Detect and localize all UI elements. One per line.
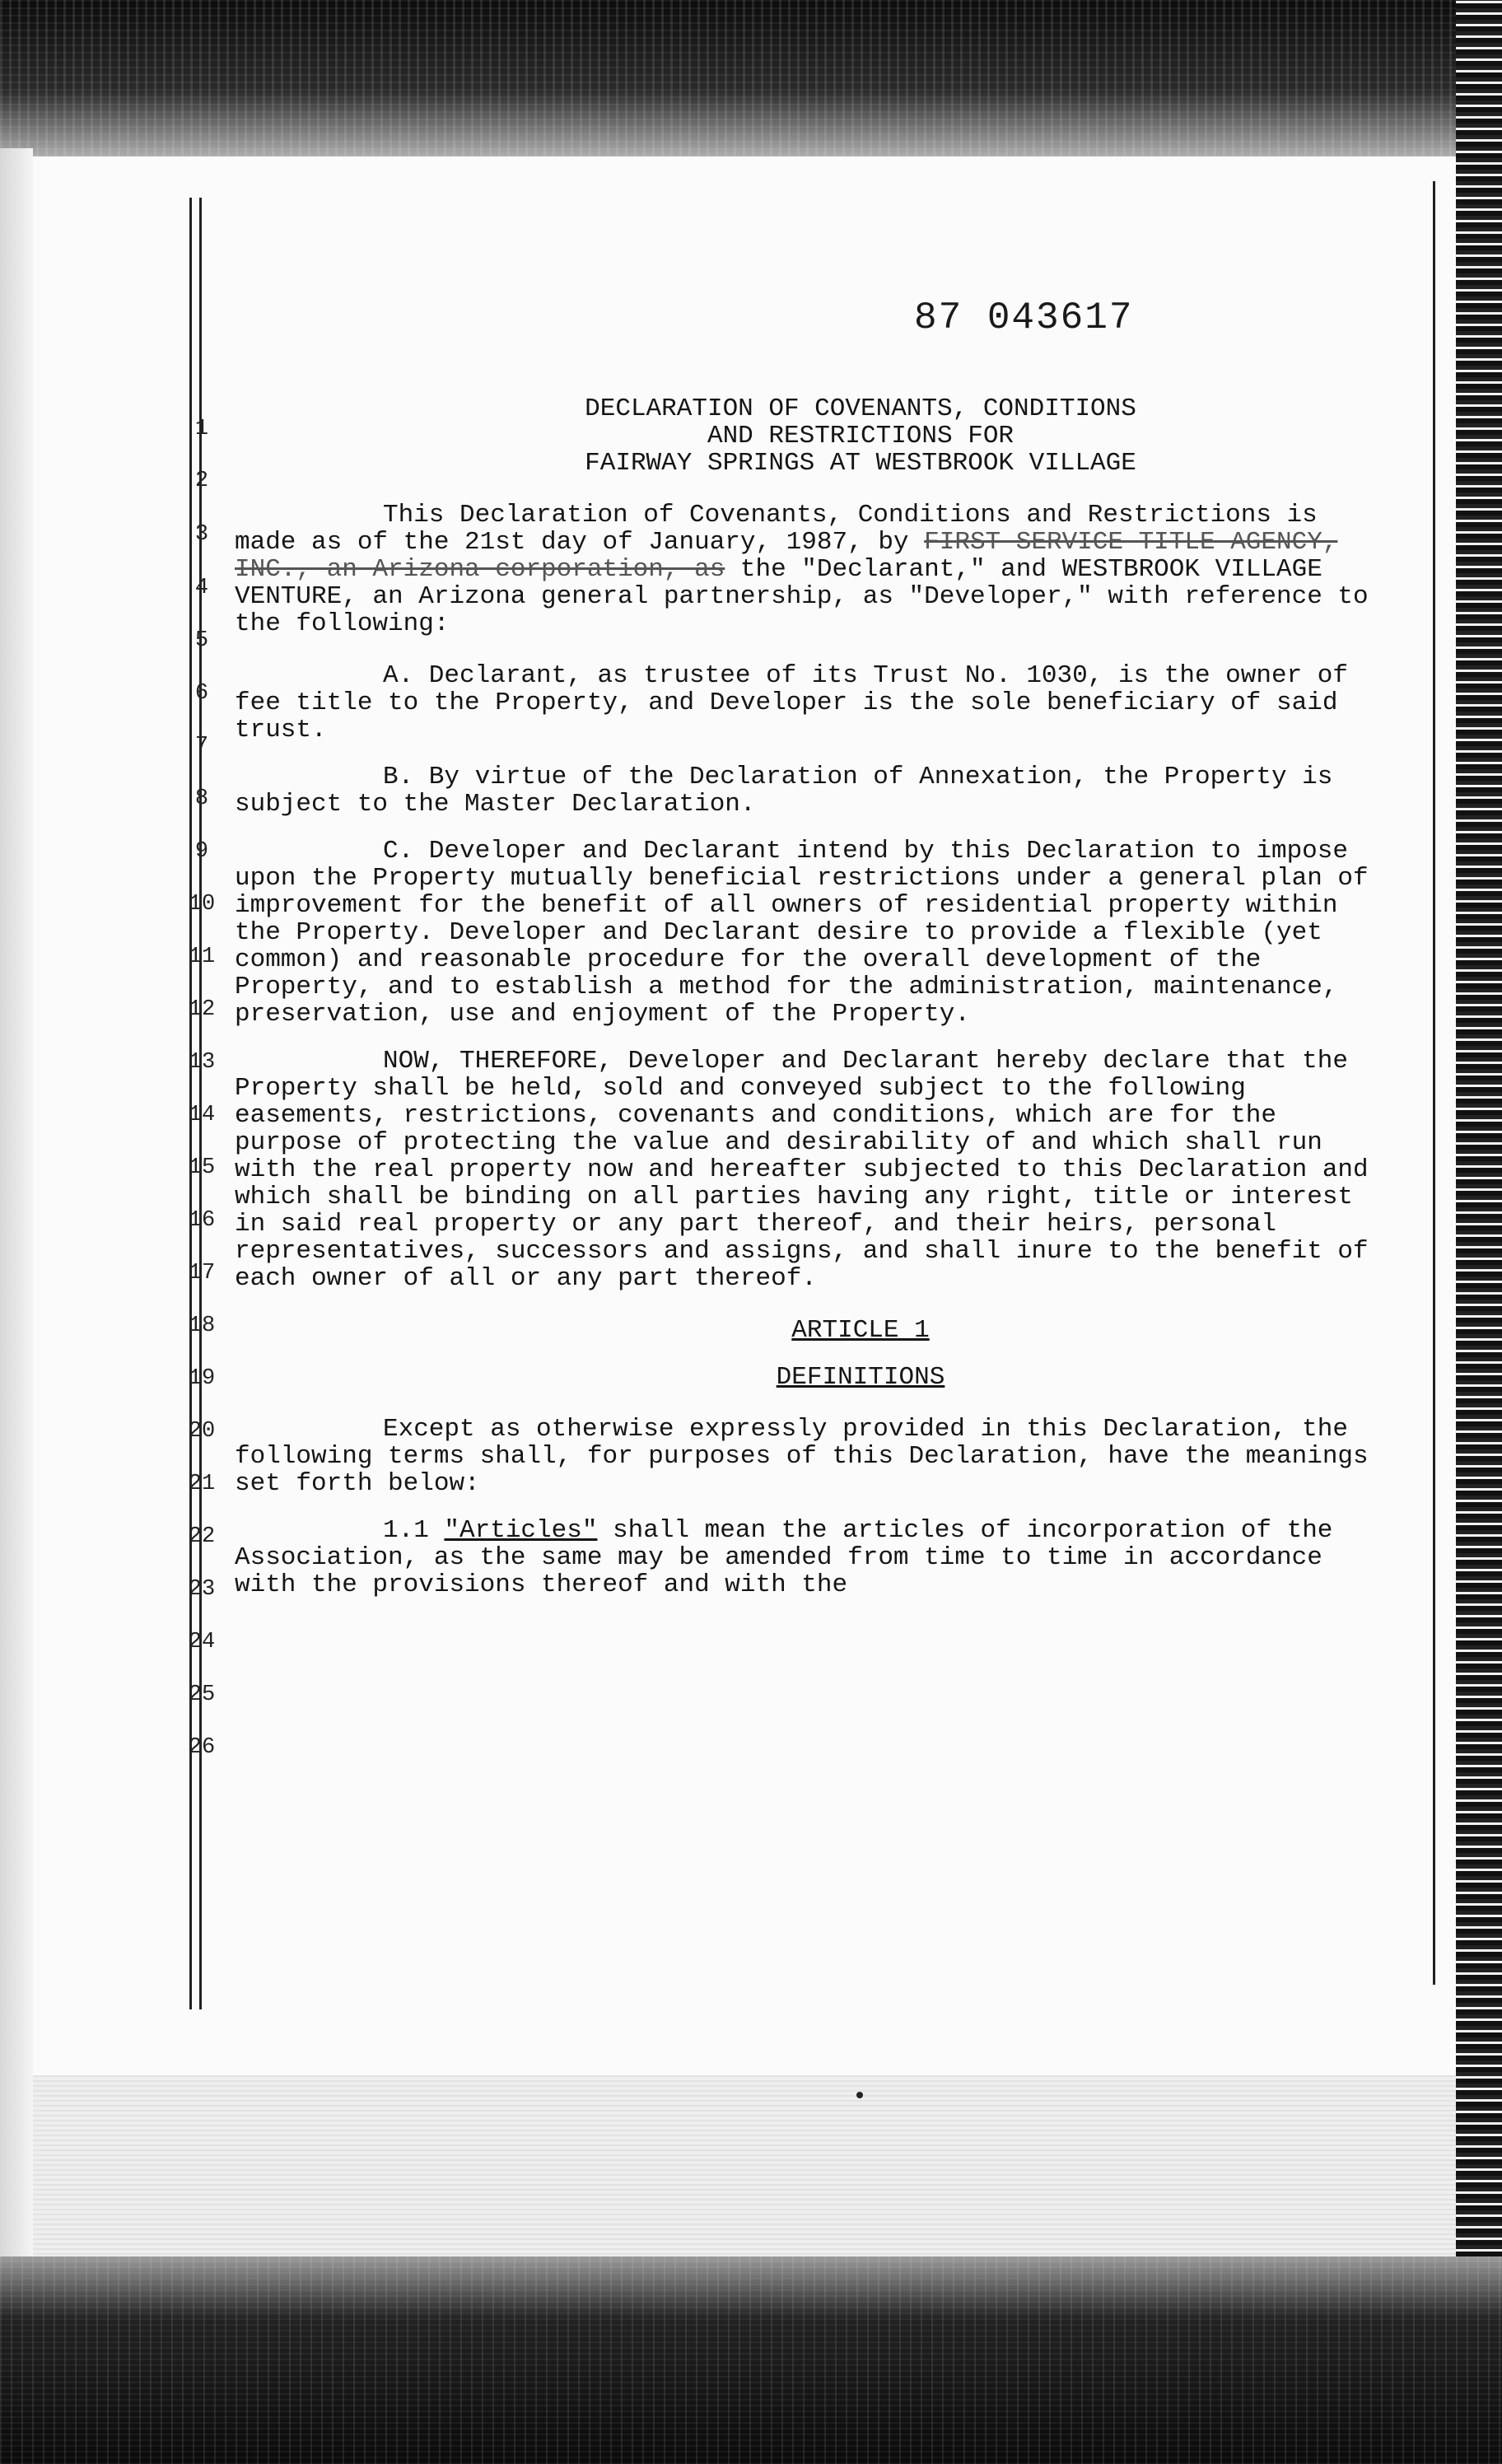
scan-noise-bottom [0, 2256, 1502, 2464]
line-number: 5 [194, 628, 209, 653]
right-margin-rule [1433, 181, 1439, 1985]
document-page [33, 156, 1456, 2265]
line-number: 17 [188, 1261, 216, 1286]
line-number: 25 [188, 1682, 216, 1707]
line-number: 26 [188, 1735, 216, 1760]
line-number: 7 [194, 734, 209, 758]
intro-text: This Declaration of Covenants, Conditions and Restrictions is made as of the 21st day of January, 1987, by [235, 501, 1318, 557]
definition-term: "Articles" [444, 1516, 598, 1545]
line-number: 22 [188, 1524, 216, 1549]
line-number: 10 [188, 892, 216, 917]
scan-noise-lower-page [33, 2075, 1456, 2265]
scan-noise-top [0, 0, 1502, 165]
document-body [235, 395, 1388, 1960]
article-title: DEFINITIONS [776, 1363, 945, 1392]
line-number: 12 [188, 997, 216, 1022]
title-line: FAIRWAY SPRINGS AT WESTBROOK VILLAGE [585, 449, 1136, 478]
recording-number: 87 043617 [914, 296, 1134, 339]
definitions-intro: Except as otherwise expressly provided in this Declaration, the following terms shall, for purposes of this Declaration, have the meanings set forth below: [235, 1415, 1369, 1498]
struck-text: FIRST SERVICE TITLE AGENCY, INC., an Arizona corporation, as [235, 528, 1338, 584]
recital-a: A. Declarant, as trustee of its Trust No. 1030, is the owner of fee title to the Property, and Developer is the sole beneficiary of said trust. [235, 661, 1348, 744]
line-number: 15 [188, 1155, 216, 1180]
line-number: 2 [194, 469, 209, 493]
line-number: 6 [194, 681, 209, 706]
title-line: AND RESTRICTIONS FOR [707, 422, 1015, 450]
line-number: 24 [188, 1630, 216, 1654]
line-number: 19 [188, 1366, 216, 1391]
definition-number: 1.1 [383, 1516, 429, 1545]
line-number: 20 [188, 1419, 216, 1444]
line-number: 18 [188, 1314, 216, 1338]
recital-c: C. Developer and Declarant intend by this Declaration to impose upon the Property mutually beneficial restrictions under a general plan of improvement for the benefit of all owners of residential property within the Property. Developer and Declarant desire to provide a flexible (yet common) and reasonable procedure for the overall development of the Property, and to establish a method for the administration, maintenance, preservation, use and enjoyment of the Property. [235, 837, 1369, 1029]
line-number: 14 [188, 1103, 216, 1127]
recital-b: B. By virtue of the Declaration of Annexation, the Property is subject to the Master Declaration. [235, 763, 1333, 819]
document-title [235, 395, 1388, 477]
article-heading: ARTICLE 1 [791, 1316, 930, 1345]
title-line: DECLARATION OF COVENANTS, CONDITIONS [585, 394, 1136, 423]
definition-1-1 [235, 1517, 1388, 1598]
line-number: 21 [188, 1472, 216, 1496]
line-number: 11 [188, 945, 216, 969]
scan-edge-left [0, 148, 33, 2273]
line-number: 1 [194, 417, 209, 441]
line-number-column [181, 156, 231, 2051]
intro-paragraph [235, 502, 1388, 637]
definition-text: shall mean the articles of incorporation of the Association, as the same may be amended from time to time in accordance with the provisions thereof and with the [235, 1516, 1333, 1599]
scan-noise-right [1456, 0, 1502, 2464]
speck [856, 2092, 863, 2098]
line-number: 4 [194, 576, 209, 600]
now-therefore-paragraph: NOW, THEREFORE, Developer and Declarant hereby declare that the Property shall be held, sold and conveyed subject to the following easements, restrictions, covenants and conditions, which are for the purpose of protecting the value and desirability of and which shall run with the real property now and hereafter subjected to this Declaration and which shall be binding on all parties having any right, title or interest in said real property or any part thereof, and their heirs, personal representatives, successors and assigns, and shall inure to the benefit of each owner of all or any part thereof. [235, 1047, 1369, 1293]
intro-text-cont: the "Declarant," and WESTBROOK VILLAGE VENTURE, an Arizona general partnership, as "Developer," with reference to the following: [235, 555, 1369, 638]
line-number: 23 [188, 1577, 216, 1602]
line-number: 3 [194, 522, 209, 547]
line-number: 8 [194, 786, 209, 811]
line-number: 13 [188, 1050, 216, 1075]
line-number: 9 [194, 839, 209, 864]
line-number: 16 [188, 1208, 216, 1233]
